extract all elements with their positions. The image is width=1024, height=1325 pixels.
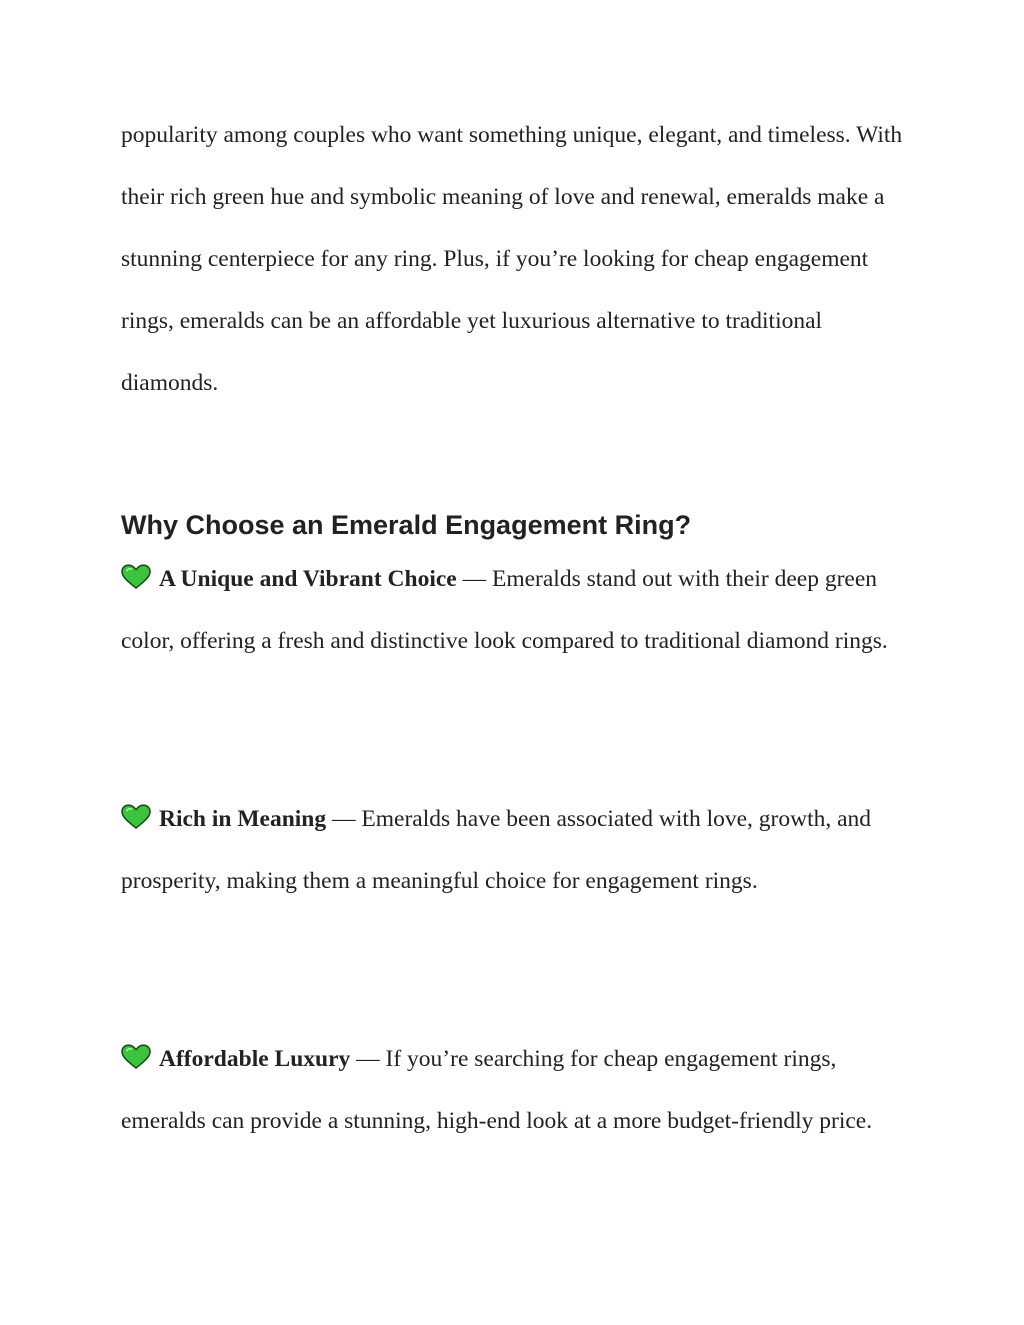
benefit-description: — Emeralds stand out with their deep green color, offering a fresh and distinctive look compared to traditional diamond rings. [121, 566, 888, 654]
green-heart-icon [121, 1044, 151, 1070]
benefit-title: A Unique and Vibrant Choice [159, 566, 457, 592]
section-heading: Why Choose an Emerald Engagement Ring? [121, 510, 692, 540]
benefit-item-meaning [121, 788, 921, 912]
benefit-title: Rich in Meaning [159, 806, 327, 832]
green-heart-icon [121, 564, 151, 590]
benefit-title: Affordable Luxury [159, 1046, 351, 1072]
benefit-item-unique [121, 548, 921, 672]
benefit-description: — Emeralds have been associated with love, growth, and prosperity, making them a meaningful choice for engagement rings. [121, 806, 872, 894]
intro-paragraph: popularity among couples who want something unique, elegant, and timeless. With their rich green hue and symbolic meaning of love and renewal, emeralds make a stunning centerpiece for any ring. Plus, if you’re looking for cheap engagement rings, emeralds can be an affordable yet luxurious alternative to traditional diamonds. [121, 122, 903, 396]
benefit-description: — If you’re searching for cheap engagement rings, emeralds can provide a stunning, high-end look at a more budget-friendly price. [121, 1046, 873, 1134]
green-heart-icon [121, 804, 151, 830]
benefit-item-affordable [121, 1028, 921, 1152]
